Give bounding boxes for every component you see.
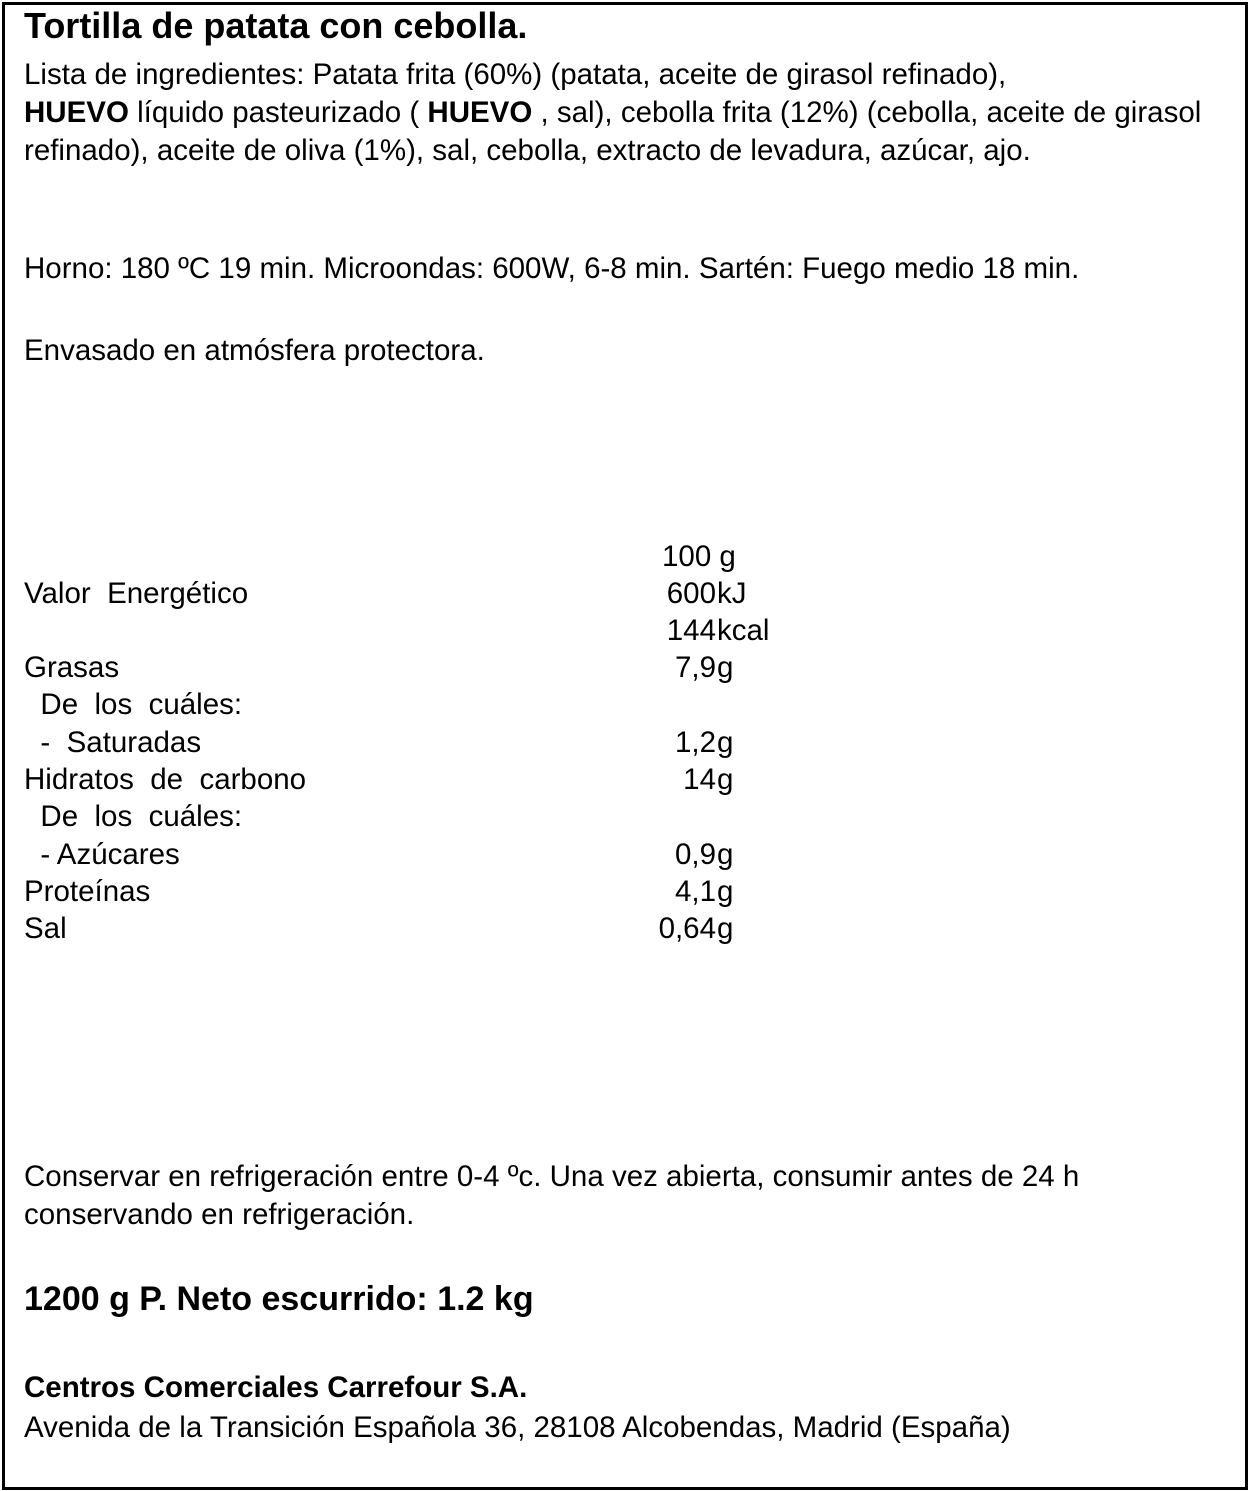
nutrition-label: - Saturadas	[24, 726, 202, 759]
company-name: Centros Comerciales Carrefour S.A.	[24, 1371, 528, 1404]
nutrition-unit: kcal	[717, 614, 770, 647]
nutrition-unit: g	[717, 651, 734, 684]
nutrition-value: 4,1	[674, 875, 716, 908]
nutrition-unit: g	[717, 763, 734, 796]
nutrition-label: - Azúcares	[24, 838, 180, 871]
nutrition-label: De los cuáles:	[24, 688, 243, 721]
ingredients-text-2: líquido pasteurizado (	[128, 96, 428, 129]
nutrition-value: 144	[666, 614, 716, 647]
ingredients-text-3: , sal), cebolla frita (12%) (cebolla, aceite de girasol refinado), aceite de oliva (1%), sal, cebolla, extracto de levadura, azúcar, ajo.	[24, 96, 1202, 167]
net-weight: 1200 g P. Neto escurrido: 1.2 kg	[24, 1280, 534, 1318]
allergen-egg-1: HUEVO	[24, 96, 129, 129]
ingredients-text-1: Lista de ingredientes: Patata frita (60%) (patata, aceite de girasol refinado),	[24, 58, 1007, 91]
nutrition-unit: g	[717, 726, 734, 759]
allergen-egg-2: HUEVO	[427, 96, 533, 129]
nutrition-label: De los cuáles:	[24, 800, 243, 833]
packaging-note: Envasado en atmósfera protectora.	[24, 334, 485, 367]
product-title: Tortilla de patata con cebolla.	[24, 5, 528, 46]
nutrition-label: Grasas	[24, 651, 120, 684]
nutrition-unit: g	[717, 875, 734, 908]
nutrition-header: 100 g	[662, 540, 736, 573]
nutrition-unit: g	[717, 838, 734, 871]
nutrition-value: 0,64	[658, 912, 716, 945]
company-address: Avenida de la Transición Española 36, 28108 Alcobendas, Madrid (España)	[24, 1411, 1011, 1444]
nutrition-label: Sal	[24, 912, 67, 945]
nutrition-value: 600	[666, 577, 716, 610]
cooking-instructions: Horno: 180 ºC 19 min. Microondas: 600W, 6-8 min. Sartén: Fuego medio 18 min.	[24, 252, 1080, 285]
nutrition-value: 7,9	[674, 651, 716, 684]
nutrition-unit: g	[717, 912, 734, 945]
nutrition-label: Hidratos de carbono	[24, 763, 307, 796]
nutrition-value: 14	[683, 763, 716, 796]
nutrition-label: Valor Energético	[24, 577, 249, 610]
nutrition-value: 0,9	[674, 838, 716, 871]
nutrition-unit: kJ	[717, 577, 747, 610]
storage-instructions: Conservar en refrigeración entre 0-4 ºc. Una vez abierta, consumir antes de 24 h conservando en refrigeración.	[24, 1160, 1080, 1231]
nutrition-label: Proteínas	[24, 875, 151, 908]
ingredients-list	[24, 56, 1224, 170]
nutrition-value: 1,2	[674, 726, 716, 759]
